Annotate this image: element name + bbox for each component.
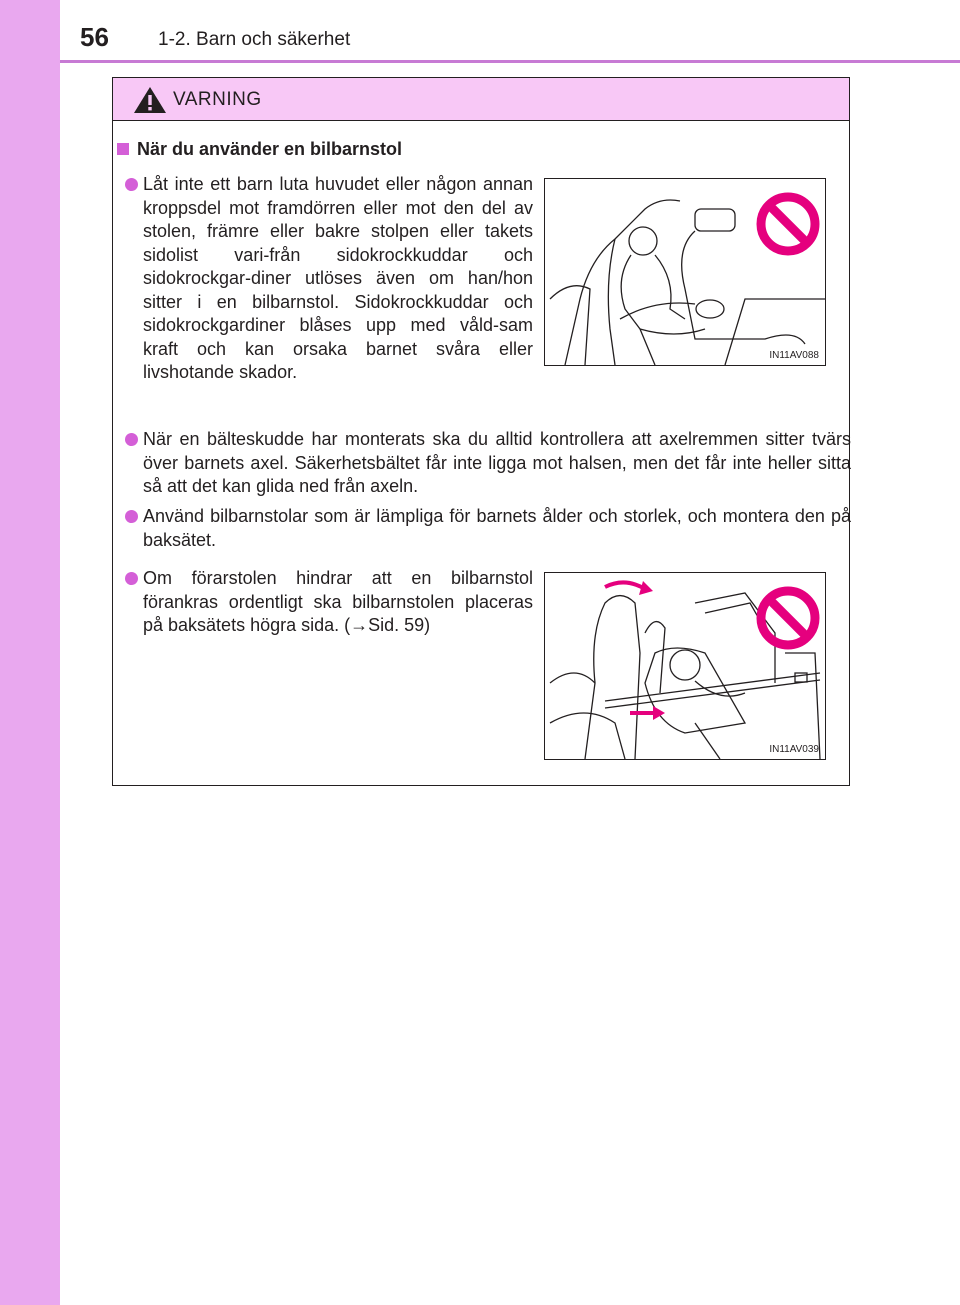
- subheading-text: När du använder en bilbarnstol: [137, 139, 403, 159]
- illustration-child-leaning-on-door: [544, 178, 826, 366]
- list-item: [125, 173, 533, 413]
- page-number: 56: [80, 22, 109, 52]
- warning-box: [112, 77, 850, 786]
- prohibited-icon: [755, 585, 821, 651]
- list-item: [125, 428, 851, 500]
- side-tab: [0, 0, 60, 1305]
- bullet-dot-icon: [125, 433, 138, 446]
- list-item: [125, 505, 851, 553]
- section-title: 1-2. Barn och säkerhet: [158, 29, 351, 50]
- list-item-text: När en bälteskudde har monterats ska du alltid kontrollera att axelremmen sitter tvärs över barnets axel. Säkerhetsbältet får inte ligga mot halsen, men det får inte heller sitta så att det kan glida ned från axeln.: [143, 429, 851, 496]
- bullet-dot-icon: [125, 572, 138, 585]
- list-item-text: Använd bilbarnstolar som är lämpliga för barnets ålder och storlek, och montera den på baksätet.: [143, 506, 851, 550]
- warning-subheading: [113, 138, 402, 160]
- list-item-text: Om förarstolen hindrar att en bilbarnstol förankras ordentligt ska bilbarnstolen placeras på baksätets högra sida. (→Sid. 59): [143, 568, 533, 635]
- warning-triangle-icon: [133, 86, 167, 114]
- bullet-dot-icon: [125, 178, 138, 191]
- header-divider: [60, 60, 960, 63]
- figure-code: IN11AV088: [769, 350, 819, 361]
- square-bullet-icon: [117, 143, 129, 155]
- warning-label: VARNING: [173, 89, 262, 110]
- list-item: [125, 567, 533, 667]
- list-item-text: Låt inte ett barn luta huvudet eller någon annan kroppsdel mot framdörren eller mot den del av stolen, främre eller bakre stolpen eller takets sidolist vari-från sidokrockkuddar och sidokrockgar-diner utlöses även om han/hon sitter i en bilbarnstol. Sidokrockkuddar och sidokrockgardiner blåses upp med våld-sam kraft och kan orsaka barnet svåra eller livshotande skador.: [143, 174, 533, 382]
- illustration-driver-seat-blocking: [544, 572, 826, 760]
- prohibited-icon: [755, 191, 821, 257]
- figure-code: IN11AV039: [769, 744, 819, 755]
- bullet-dot-icon: [125, 510, 138, 523]
- warning-header: [113, 78, 849, 121]
